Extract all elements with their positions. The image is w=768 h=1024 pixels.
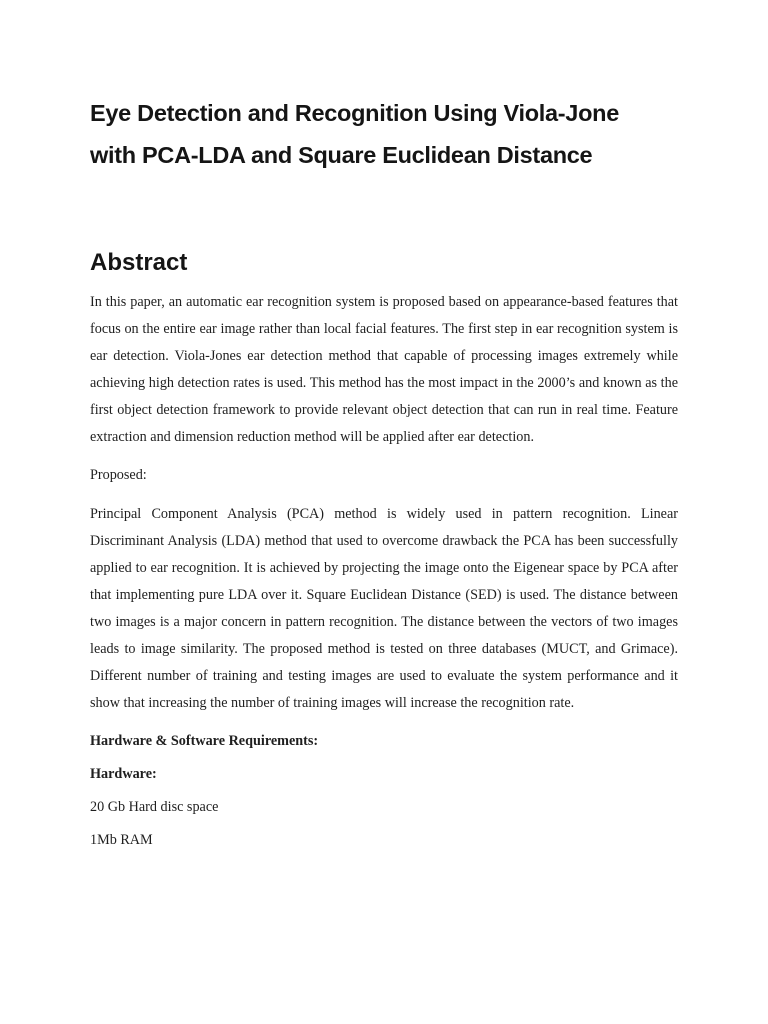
- title-line-1: Eye Detection and Recognition Using Viola-Jone: [90, 100, 619, 126]
- document-title: [90, 92, 678, 176]
- hardware-heading: Hardware:: [90, 766, 157, 782]
- title-line-2: with PCA-LDA and Square Euclidean Distance: [90, 142, 593, 168]
- abstract-heading: Abstract: [90, 249, 188, 276]
- abstract-paragraph: In this paper, an automatic ear recognition system is proposed based on appearance-based features that focus on the entire ear image rather than local facial features. The first step in ear recognition system is ear detection. Viola-Jones ear detection method that capable of processing images extremely while achieving high detection rates is used. This method has the most impact in the 2000’s and known as the first object detection framework to provide relevant object detection that can run in real time. Feature extraction and dimension reduction method will be applied after ear detection.: [90, 294, 678, 445]
- hardware-item-disc: 20 Gb Hard disc space: [90, 799, 219, 815]
- hardware-item-ram: 1Mb RAM: [90, 832, 153, 848]
- proposed-label: Proposed:: [90, 467, 147, 483]
- proposed-paragraph: Principal Component Analysis (PCA) method is widely used in pattern recognition. Linear Discriminant Analysis (LDA) method that used to overcome drawback the PCA has been successfully applied to ear recognition. It is achieved by projecting the image onto the Eigenear space by PCA after that implementing pure LDA over it. Square Euclidean Distance (SED) is used. The distance between two images is a major concern in pattern recognition. The distance between the vectors of two images leads to image similarity. The proposed method is tested on three databases (MUCT, and Grimace). Different number of training and testing images are used to evaluate the system performance and it show that increasing the number of training images will increase the recognition rate.: [90, 506, 678, 711]
- requirements-heading: Hardware & Software Requirements:: [90, 733, 319, 749]
